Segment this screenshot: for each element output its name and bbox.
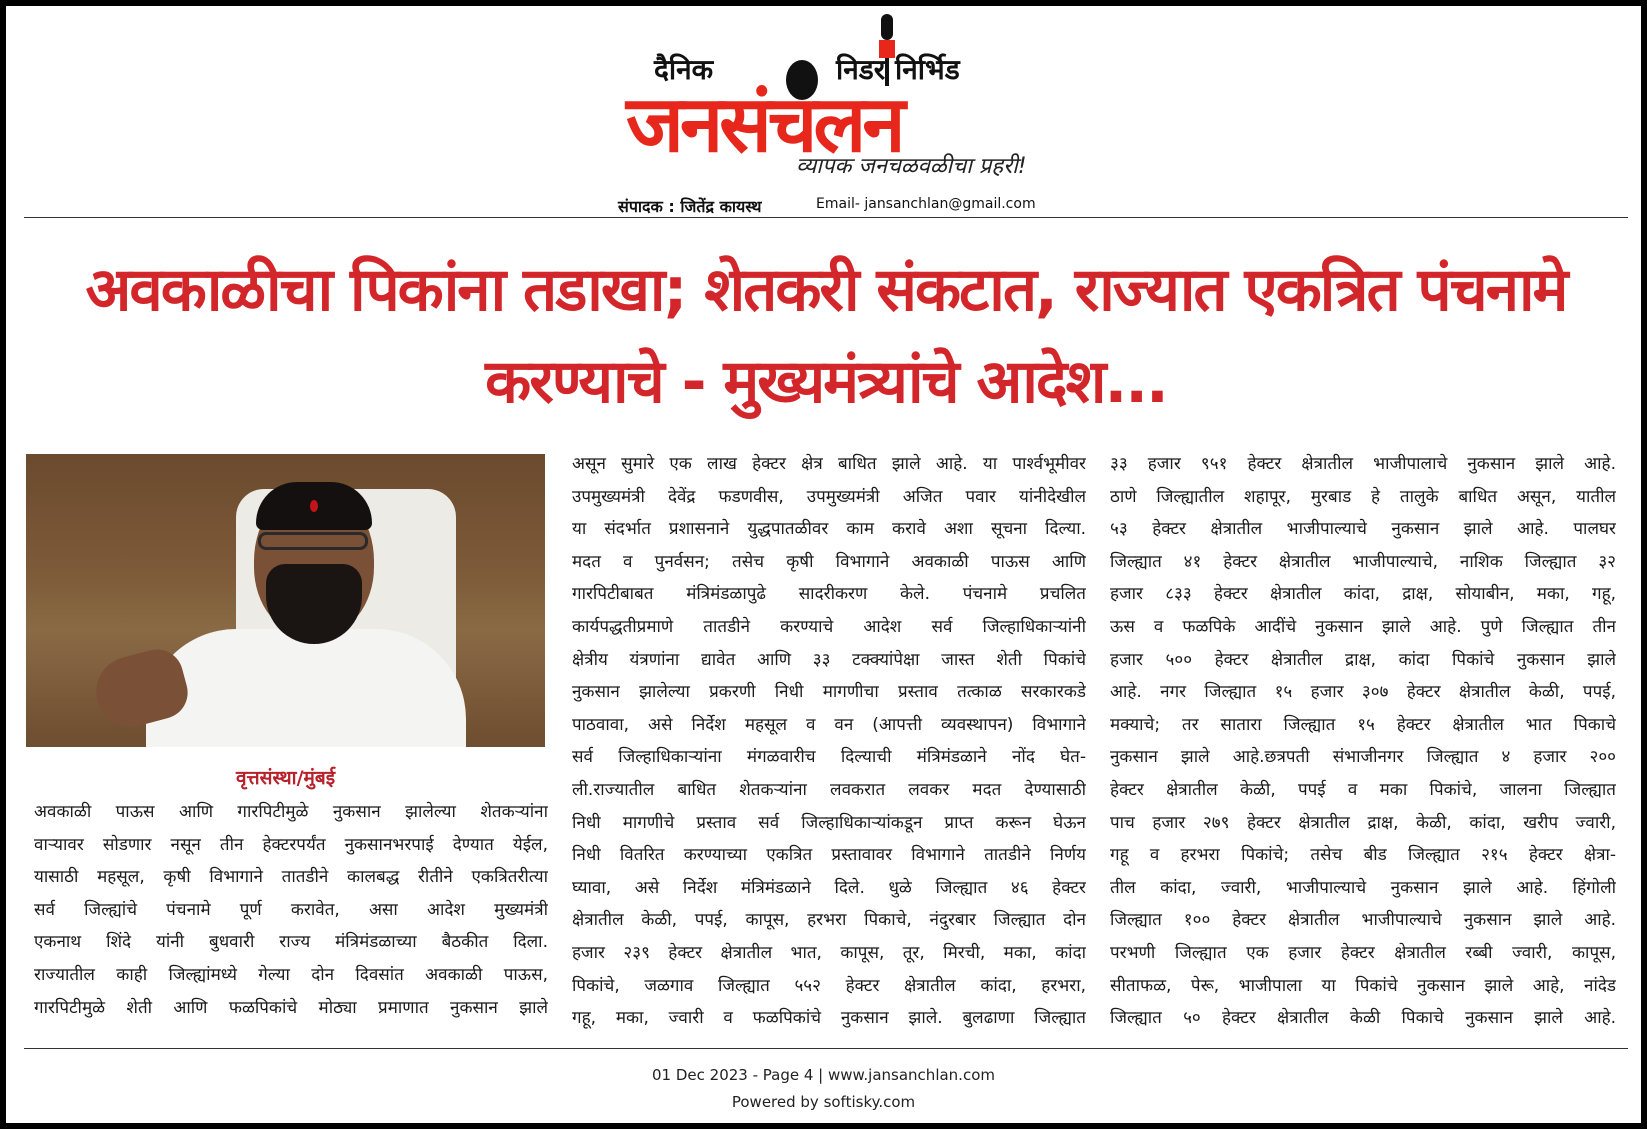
- masthead-tagline: व्यापक जनचळवळीचा प्रहरी!: [796, 154, 1027, 179]
- column-line: जिल्ह्यात ४१ हेक्टर क्षेत्रातील भाजीपाल्याचे, नाशिक जिल्ह्यात ३२: [1110, 551, 1616, 572]
- footer-date-page: 01 Dec 2023 - Page 4 | www.jansanchlan.com: [652, 1066, 995, 1084]
- column-line: निधी वितरित करण्याच्या एकत्रित प्रस्तावावर विभागाने तातडीने निर्णय: [572, 845, 1086, 866]
- column-line: हजार ५०० हेक्टर क्षेत्रातील द्राक्ष, कांदा पिकांचे नुकसान झाले: [1110, 649, 1616, 670]
- column-line: घ्यावा, असे निर्देश मंत्रिमंडळाने दिले. धुळे जिल्ह्यात ४६ हेक्टर: [572, 877, 1086, 898]
- column-line: गारपिटीमुळे शेती आणि फळपिकांचे मोठ्या प्रमाणात नुकसान झाले: [34, 997, 548, 1018]
- article-column-3: [1110, 448, 1616, 1035]
- column-line: निधी मागणीचे प्रस्ताव सर्व जिल्हाधिकाऱ्यांकडून प्राप्त करून घेऊन: [572, 812, 1086, 833]
- column-line: क्षेत्रीय यंत्रणांना द्यावेत आणि ३३ टक्क्यांपेक्षा जास्त शेती पिकांचे: [572, 649, 1086, 670]
- column-line: ठाणे जिल्ह्यातील शहापूर, मुरबाड हे तालुके बाधित असून, यातील: [1110, 486, 1616, 507]
- column-line: तील कांदा, ज्वारी, भाजीपाल्याचे नुकसान झाले आहे. हिंगोली: [1110, 877, 1616, 898]
- column-line: सीताफळ, पेरू, भाजीपाला या पिकांचे नुकसान झाले आहे, नांदेड: [1110, 975, 1616, 996]
- column-line: गहू, मका, ज्वारी व फळपिकांचे नुकसान झाले. बुलढाणा जिल्ह्यात: [572, 1008, 1086, 1029]
- column-line: परभणी जिल्ह्यात एक हजार हेक्टर क्षेत्रातील रब्बी ज्वारी, कापूस,: [1110, 942, 1616, 963]
- column-line: मदत व पुनर्वसन; तसेच कृषी विभागाने अवकाळी पाऊस आणि: [572, 551, 1086, 572]
- column-line: नुकसान झाले आहे.छत्रपती संभाजीनगर जिल्ह्यात ४ हजार २००: [1110, 747, 1616, 768]
- article-dateline: वृत्तसंस्था/मुंबई: [235, 767, 336, 789]
- column-line: वाऱ्यावर सोडणार नसून तीन हेक्टरपर्यंत नुकसानभरपाई देण्यात येईल,: [34, 834, 548, 855]
- column-line: असून सुमारे एक लाख हेक्टर क्षेत्र बाधित झाले आहे. या पार्श्वभूमीवर: [572, 454, 1086, 474]
- column-line: पाठवावा, असे निर्देश महसूल व वन (आपत्ती व्यवस्थापन) विभागाने: [572, 714, 1086, 735]
- masthead-email: Email- jansanchlan@gmail.com: [816, 196, 1036, 212]
- column-line: आहे. नगर जिल्ह्यात १५ हजार ३०७ हेक्टर क्षेत्रातील केळी, पपई,: [1110, 682, 1616, 703]
- masthead-daily: दैनिक: [654, 53, 714, 86]
- article-column-1: [34, 796, 548, 1024]
- column-line: गहू व हरभरा पिकांचे; तसेच बीड जिल्ह्यात २१५ हेक्टर क्षेत्रा-: [1110, 845, 1616, 866]
- column-line: हेक्टर क्षेत्रातील केळी, पपई व मका पिकांचे, जालना जिल्ह्यात: [1110, 779, 1616, 800]
- column-line: हजार ८३३ हेक्टर क्षेत्रातील कांदा, द्राक्ष, सोयाबीन, मका, गहू,: [1110, 584, 1616, 605]
- photo-person-tilak: [310, 500, 318, 512]
- column-line: यासाठी महसूल, कृषी विभागाने तातडीने कालबद्ध रीतीने एकत्रितरीत्या: [34, 867, 548, 888]
- column-line: सर्व जिल्हाधिकाऱ्यांना मंगळवारीच दिल्याची मंत्रिमंडळाने नोंद घेत-: [572, 747, 1086, 768]
- column-line: अवकाळी पाऊस आणि गारपिटीमुळे नुकसान झालेल्या शेतकऱ्यांना: [34, 802, 548, 822]
- headline-line-2: करण्याचे - मुख्यमंत्र्यांचे आदेश...: [485, 347, 1167, 417]
- article-headline: [46, 244, 1606, 428]
- column-line: सर्व जिल्ह्यांचे पंचनामे पूर्ण करावेत, असा आदेश मुख्यमंत्री: [34, 899, 548, 920]
- newspaper-page: [6, 6, 1641, 1123]
- column-line: उपमुख्यमंत्री देवेंद्र फडणवीस, उपमुख्यमंत्री अजित पवार यांनीदेखील: [572, 486, 1086, 507]
- top-divider: [24, 217, 1628, 218]
- column-line: क्षेत्रातील केळी, पपई, कापूस, हरभरा पिकाचे, नंदुरबार जिल्ह्यात दोन: [572, 910, 1086, 931]
- headline-line-1: अवकाळीचा पिकांना तडाखा; शेतकरी संकटात, राज्यात एकत्रित पंचनामे: [85, 255, 1567, 325]
- column-line: पिकांचे, जळगाव जिल्ह्यात ५५२ हेक्टर क्षेत्रातील कांदा, हरभरा,: [572, 975, 1086, 996]
- footer-powered-by: Powered by softisky.com: [731, 1093, 916, 1111]
- article-photo: [26, 454, 545, 747]
- column-line: ५३ हेक्टर क्षेत्रातील भाजीपाल्याचे नुकसान झाले आहे. पालघर: [1110, 519, 1616, 540]
- article-column-2: [572, 448, 1086, 1035]
- column-line: मक्याचे; तर सातारा जिल्ह्यात १५ हेक्टर क्षेत्रातील भात पिकाचे: [1110, 714, 1616, 735]
- masthead: [618, 10, 1046, 216]
- column-line: ली.राज्यातील बाधित शेतकऱ्यांना लवकरात लवकर मदत देण्यासाठी: [572, 779, 1086, 800]
- column-line: राज्यातील काही जिल्ह्यांमध्ये गेल्या दोन दिवसांत अवकाळी पाऊस,: [34, 964, 548, 985]
- column-line: या संदर्भात प्रशासनाने युद्धपातळीवर काम करावे अशा सूचना दिल्या.: [572, 519, 1086, 540]
- column-line: एकनाथ शिंदे यांनी बुधवारी राज्य मंत्रिमंडळाच्या बैठकीत दिला.: [34, 932, 548, 953]
- column-line: जिल्ह्यात १०० हेक्टर क्षेत्रातील भाजीपाल्याचे नुकसान झाले आहे.: [1110, 910, 1616, 931]
- column-line: ३३ हजार ९५१ हेक्टर क्षेत्रातील भाजीपालाचे नुकसान झाले आहे.: [1110, 454, 1616, 474]
- column-line: गारपिटीबाबत मंत्रिमंडळापुढे सादरीकरण केले. पंचनामे प्रचलित: [572, 584, 1086, 605]
- photo-person-body: [146, 629, 466, 747]
- column-line: पाच हजार २७९ हेक्टर क्षेत्रातील द्राक्ष, केळी, कांदा, खरीप ज्वारी,: [1110, 812, 1616, 833]
- column-line: हजार २३९ हेक्टर क्षेत्रातील भात, कापूस, तूर, मिरची, मका, कांदा: [572, 942, 1086, 963]
- photo-person-glasses: [258, 532, 368, 550]
- masthead-editor: संपादक : जितेंद्र कायस्थ: [618, 197, 762, 216]
- column-line: जिल्ह्यात ५० हेक्टर क्षेत्रातील केळी पिकाचे नुकसान झाले आहे.: [1110, 1008, 1616, 1029]
- masthead-slogan: निडर निर्भिड: [836, 53, 960, 86]
- bottom-divider: [24, 1048, 1628, 1049]
- column-line: कार्यपद्धतीप्रमाणे तातडीने करण्याचे आदेश सर्व जिल्हाधिकाऱ्यांनी: [572, 616, 1086, 637]
- column-line: ऊस व फळपिके आदींचे नुकसान झाले आहे. पुणे जिल्ह्यात तीन: [1110, 616, 1616, 637]
- column-line: नुकसान झालेल्या प्रकरणी निधी मागणीचा प्रस्ताव तत्काळ सरकारकडे: [572, 682, 1086, 703]
- masthead-title: जनसंचलन: [626, 80, 902, 170]
